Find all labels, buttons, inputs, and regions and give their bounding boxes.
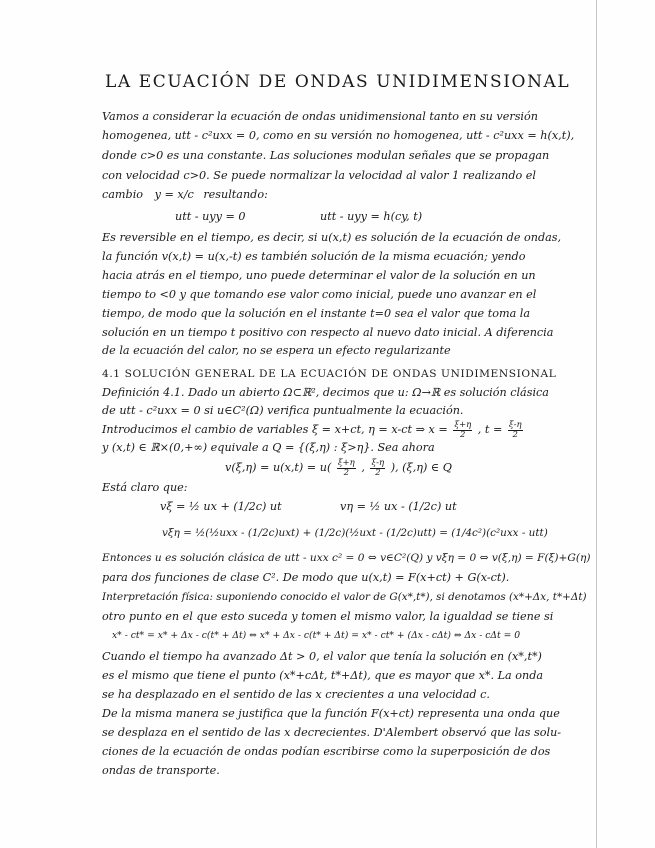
fraction-numerator: ξ-η (371, 458, 385, 468)
fraction-denominator: 2 (460, 429, 466, 440)
then-line: Entonces u es solución clásica de utt - uxx c² = 0 ⇔ v∈C²(Q) y vξη = 0 ⇔ v(ξ,η) = F(ξ)+G(η) (102, 552, 591, 564)
page-title: LA ECUACIÓN DE ONDAS UNIDIMENSIONAL (105, 72, 571, 92)
definition-line: de utt - c²uxx = 0 si u∈C²(Ω) verifica puntualmente la ecuación. (102, 404, 464, 417)
fraction-denominator: 2 (343, 467, 350, 478)
change-vars-prefix: Introducimos el cambio de variables ξ = x+ct, η = x-ct ⇒ x = (102, 423, 448, 436)
final-line: se ha desplazado en el sentido de las x crecientes a una velocidad c. (102, 688, 490, 701)
intro-line: Vamos a considerar la ecuación de ondas unidimensional tanto en su versión (102, 110, 538, 123)
definition-line: Definición 4.1. Dado un abierto Ω⊂ℝ², decimos que u: Ω→ℝ es solución clásica (102, 386, 549, 399)
v-def-prefix: v(ξ,η) = u(x,t) = u( (225, 461, 332, 474)
fraction-a (337, 459, 356, 477)
reversible-line: Es reversible en el tiempo, es decir, si u(x,t) es solución de la ecuación de ondas, (102, 231, 562, 244)
intro-line-change (102, 188, 268, 201)
fraction-denominator: 2 (375, 467, 381, 478)
change-vars-line (102, 421, 525, 439)
change-vars-mid: , t = (477, 423, 503, 436)
final-line: ciones de la ecuación de ondas podían escribirse como la superposición de dos (102, 745, 551, 758)
fraction-numerator: ξ+η (337, 458, 355, 468)
final-line: es el mismo que tiene el punto (x*+cΔt, t*+Δt), que es mayor que x*. La onda (102, 669, 544, 682)
intro-line: cambio (102, 188, 144, 201)
reversible-line: de la ecuación del calor, no se espera un efecto regularizante (102, 344, 451, 357)
equation-nonhomogeneous: utt - uyy = h(cy, t) (320, 210, 423, 223)
clear-line: Está claro que: (102, 481, 188, 494)
physical-line: Interpretación física: suponiendo conocido el valor de G(x*,t*), si denotamos (x*+Δx, t*+Δt) (102, 591, 587, 603)
section-heading: 4.1 SOLUCIÓN GENERAL DE LA ECUACIÓN DE ONDAS UNIDIMENSIONAL (102, 368, 557, 380)
v-eta-equation: vη = ½ ux - (1/2c) ut (340, 500, 457, 513)
page-margin-line (596, 0, 597, 848)
reversible-line: solución en un tiempo t positivo con respecto al nuevo dato inicial. A diferencia (102, 326, 554, 339)
fraction-numerator: ξ+η (454, 420, 472, 430)
intro-line: con velocidad c>0. Se puede normalizar la velocidad al valor 1 realizando el (102, 169, 536, 182)
reversible-line: tiempo to <0 y que tomando ese valor como inicial, puede uno avanzar en el (102, 288, 537, 301)
v-def-comma: , (361, 461, 365, 474)
final-line: Cuando el tiempo ha avanzado Δt > 0, el valor que tenía la solución en (x*,t*) (102, 650, 542, 663)
reversible-line: tiempo, de modo que la solución en el instante t=0 sea el valor que toma la (102, 307, 531, 320)
final-line: se desplaza en el sentido de las x decrecientes. D'Alembert observó que las solu- (102, 726, 562, 739)
v-def-tail: ), (ξ,η) ∈ Q (390, 461, 452, 474)
reversible-line: hacia atrás en el tiempo, uno puede determinar el valor de la solución en un (102, 269, 536, 282)
fraction-numerator: ξ-η (508, 420, 522, 430)
fraction-t (508, 421, 523, 439)
final-line: De la misma manera se justifica que la función F(x+ct) representa una onda que (102, 707, 560, 720)
then-line: para dos funciones de clase C². De modo que u(x,t) = F(x+ct) + G(x-ct). (102, 571, 510, 584)
change-tail: resultando: (203, 188, 268, 201)
domain-line: y (x,t) ∈ ℝ×(0,+∞) equivale a Q = {(ξ,η) : ξ>η}. Sea ahora (102, 441, 435, 454)
intro-line: homogenea, utt - c²uxx = 0, como en su versión no homogenea, utt - c²uxx = h(x,t), (102, 129, 575, 142)
physical-line: otro punto en el que esto suceda y tomen el mismo valor, la igualdad se tiene si (102, 610, 554, 623)
equation-homogeneous: utt - uyy = 0 (175, 210, 246, 223)
fraction-b (370, 459, 385, 477)
v-xi-equation: vξ = ½ ux + (1/2c) ut (160, 500, 282, 513)
v-xi-eta-equation: vξη = ½(½uxx - (1/2c)uxt) + (1/2c)(½uxt - (1/2c)utt) = (1/4c²)(c²uxx - utt) (162, 527, 548, 539)
final-line: ondas de transporte. (102, 764, 220, 777)
physical-equation: x* - ct* = x* + Δx - c(t* + Δt) ⇔ x* + Δx - c(t* + Δt) = x* - ct* + (Δx - cΔt) ⇔ Δx - cΔt = 0 (112, 630, 521, 641)
reversible-line: la función v(x,t) = u(x,-t) es también solución de la misma ecuación; yendo (102, 250, 526, 263)
v-definition (225, 459, 452, 477)
fraction-x (453, 421, 472, 439)
fraction-denominator: 2 (512, 429, 518, 440)
intro-line: donde c>0 es una constante. Las soluciones modulan señales que se propagan (102, 149, 550, 162)
change-of-variable: y = x/c (154, 188, 194, 201)
